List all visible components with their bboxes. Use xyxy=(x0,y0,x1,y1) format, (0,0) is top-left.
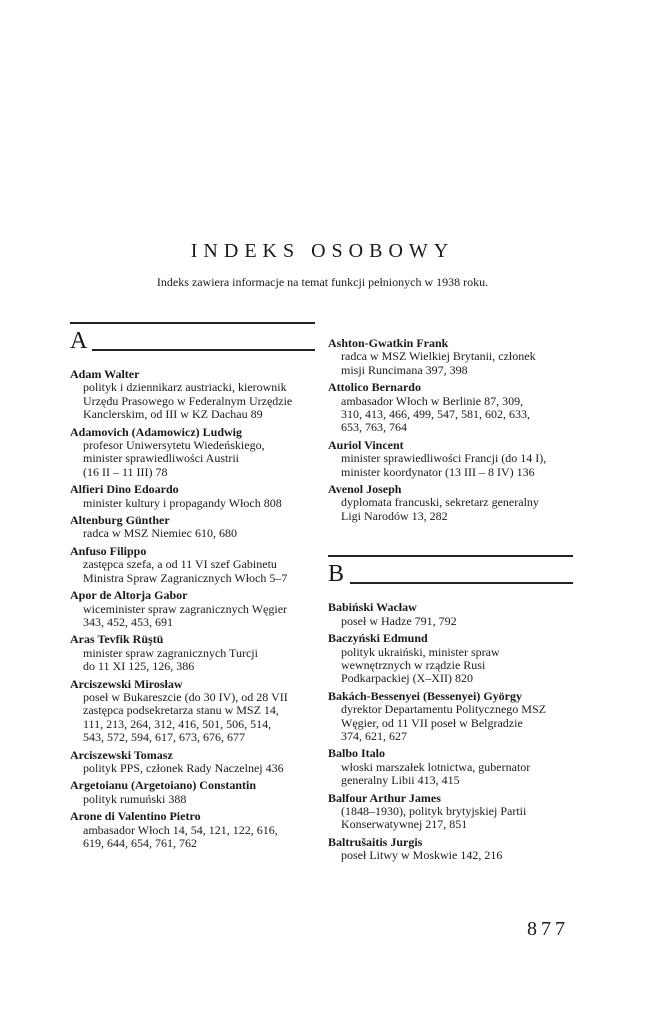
entry-name: Avenol Joseph xyxy=(328,482,402,497)
index-entry xyxy=(70,779,315,806)
index-entry xyxy=(70,426,315,480)
entry-name: Auriol Vincent xyxy=(328,437,404,452)
index-entry xyxy=(328,483,573,523)
entry-description: polityk PPS, członek Rady Naczelnej 436 xyxy=(83,760,284,775)
entry-description: dyrektor Departamentu Politycznego MSZ xyxy=(341,702,546,717)
index-entry xyxy=(70,483,315,510)
entry-description: ambasador Włoch 14, 54, 121, 122, 616, xyxy=(83,822,278,837)
entry-description: wewnętrznych w rządzie Rusi xyxy=(341,657,486,672)
entry-name: Adam Walter xyxy=(70,367,140,381)
entry-description: (1848–1930), polityk brytyjskiej Partii xyxy=(341,803,527,818)
entry-description: włoski marszałek lotnictwa, gubernator xyxy=(341,759,531,774)
index-entry xyxy=(70,749,315,776)
entry-name: Baczyński Edmund xyxy=(328,631,428,646)
entry-description: Kanclerskim, od III w KZ Dachau 89 xyxy=(83,407,263,422)
entry-name: Anfuso Filippo xyxy=(70,543,147,558)
entry-name: Adamovich (Adamowicz) Ludwig xyxy=(70,424,243,439)
right-column xyxy=(328,337,573,867)
index-entry xyxy=(328,792,573,832)
heading-line xyxy=(92,349,315,351)
section-letter: B xyxy=(328,561,345,588)
index-entry xyxy=(70,678,315,745)
entry-description: Węgier, od 11 VII poseł w Belgradzie xyxy=(341,715,523,730)
entry-description: zastępca podsekretarza stanu w MSZ 14, xyxy=(83,703,279,718)
entry-name: Alfieri Dino Edoardo xyxy=(70,482,179,497)
entry-description: generalny Libii 413, 415 xyxy=(341,773,460,788)
index-entry xyxy=(328,601,573,628)
entry-description: (16 II – 11 III) 78 xyxy=(83,464,168,479)
entry-name: Baltrušaitis Jurgis xyxy=(328,834,423,849)
index-entry xyxy=(328,836,573,863)
index-subtitle: Indeks zawiera informacje na temat funkcji pełnionych w 1938 roku. xyxy=(156,275,489,289)
page-number: 877 xyxy=(527,918,569,940)
section-letter: A xyxy=(70,328,88,354)
left-column xyxy=(70,322,315,854)
index-entry xyxy=(70,633,315,673)
entry-description: radca w MSZ Niemiec 610, 680 xyxy=(83,526,237,541)
entry-description: 374, 621, 627 xyxy=(341,728,407,743)
entry-description: 653, 763, 764 xyxy=(341,420,407,435)
heading-line xyxy=(350,582,573,584)
entry-name: Ashton-Gwatkin Frank xyxy=(328,336,449,350)
index-entry xyxy=(70,514,315,541)
entry-description: 343, 452, 453, 691 xyxy=(83,614,173,629)
entry-name: Apor de Altorja Gabor xyxy=(70,588,188,603)
entry-description: minister koordynator (13 III – 8 IV) 136 xyxy=(341,464,535,479)
entry-name: Arciszewski Tomasz xyxy=(70,747,173,762)
entry-description: Urzędu Prasowego w Federalnym Urzędzie xyxy=(83,393,293,408)
index-entry xyxy=(70,589,315,629)
entry-description: dyplomata francuski, sekretarz generalny xyxy=(341,495,539,510)
index-entry xyxy=(328,337,573,377)
entry-description: Podkarpackiej (X–XII) 820 xyxy=(341,671,473,686)
entry-description: minister kultury i propagandy Włoch 808 xyxy=(83,495,282,510)
letter-heading-a xyxy=(70,322,315,354)
entry-description: misji Runcimana 397, 398 xyxy=(341,362,468,377)
entry-name: Arciszewski Mirosław xyxy=(70,676,183,691)
entry-description: poseł w Bukareszcie (do 30 IV), od 28 VII xyxy=(83,689,288,704)
entry-description: 543, 572, 594, 617, 673, 676, 677 xyxy=(83,730,245,745)
entry-description: 619, 644, 654, 761, 762 xyxy=(83,836,197,850)
entries-list-a-continued xyxy=(328,337,573,523)
index-entry xyxy=(328,632,573,686)
entry-description: 310, 413, 466, 499, 547, 581, 602, 633, xyxy=(341,407,530,422)
index-entry xyxy=(70,810,315,850)
index-entry xyxy=(70,368,315,422)
entry-description: polityk rumuński 388 xyxy=(83,791,187,806)
page-title: INDEKS OSOBOWY xyxy=(190,240,455,262)
index-entry xyxy=(328,381,573,435)
entry-name: Attolico Bernardo xyxy=(328,380,421,395)
entry-name: Babiński Wacław xyxy=(328,600,417,615)
entry-description: poseł w Hadze 791, 792 xyxy=(341,613,457,628)
entry-description: Ligi Narodów 13, 282 xyxy=(341,508,448,523)
entries-list-b xyxy=(328,601,573,862)
entry-description: minister spraw zagranicznych Turcji xyxy=(83,645,258,660)
entry-description: Ministra Spraw Zagranicznych Włoch 5–7 xyxy=(83,570,288,585)
entry-description: polityk ukraiński, minister spraw xyxy=(341,644,500,659)
entry-name: Bakách-Bessenyei (Bessenyei) György xyxy=(328,688,522,703)
entries-list-a xyxy=(70,368,315,850)
index-entry xyxy=(70,545,315,585)
entry-description: zastępca szefa, a od 11 VI szef Gabinetu xyxy=(83,557,277,572)
entry-name: Altenburg Günther xyxy=(70,513,170,528)
entry-description: Konserwatywnej 217, 851 xyxy=(341,817,468,832)
index-entry xyxy=(328,690,573,744)
entry-description: polityk i dziennikarz austriacki, kierownik xyxy=(83,380,287,395)
entry-description: do 11 XI 125, 126, 386 xyxy=(83,659,195,674)
entry-name: Balfour Arthur James xyxy=(328,790,441,805)
entry-description: wiceminister spraw zagranicznych Węgier xyxy=(83,601,288,616)
letter-heading-b xyxy=(328,555,573,587)
index-entry xyxy=(328,747,573,787)
entry-description: ambasador Włoch w Berlinie 87, 309, xyxy=(341,393,524,408)
entry-description: profesor Uniwersytetu Wiedeńskiego, xyxy=(83,438,265,453)
index-entry xyxy=(328,439,573,479)
entry-name: Aras Tevfik Rüştü xyxy=(70,632,164,647)
entry-description: minister sprawiedliwości Francji (do 14 I), xyxy=(341,451,547,466)
entry-name: Arone di Valentino Pietro xyxy=(70,809,201,824)
entry-description: radca w MSZ Wielkiej Brytanii, członek xyxy=(341,349,536,364)
entry-name: Argetoianu (Argetoiano) Constantin xyxy=(70,778,256,793)
entry-name: Balbo Italo xyxy=(328,746,386,761)
entry-description: poseł Litwy w Moskwie 142, 216 xyxy=(341,848,503,863)
entry-description: minister sprawiedliwości Austrii xyxy=(83,451,239,466)
entry-description: 111, 213, 264, 312, 416, 501, 506, 514, xyxy=(83,716,272,731)
